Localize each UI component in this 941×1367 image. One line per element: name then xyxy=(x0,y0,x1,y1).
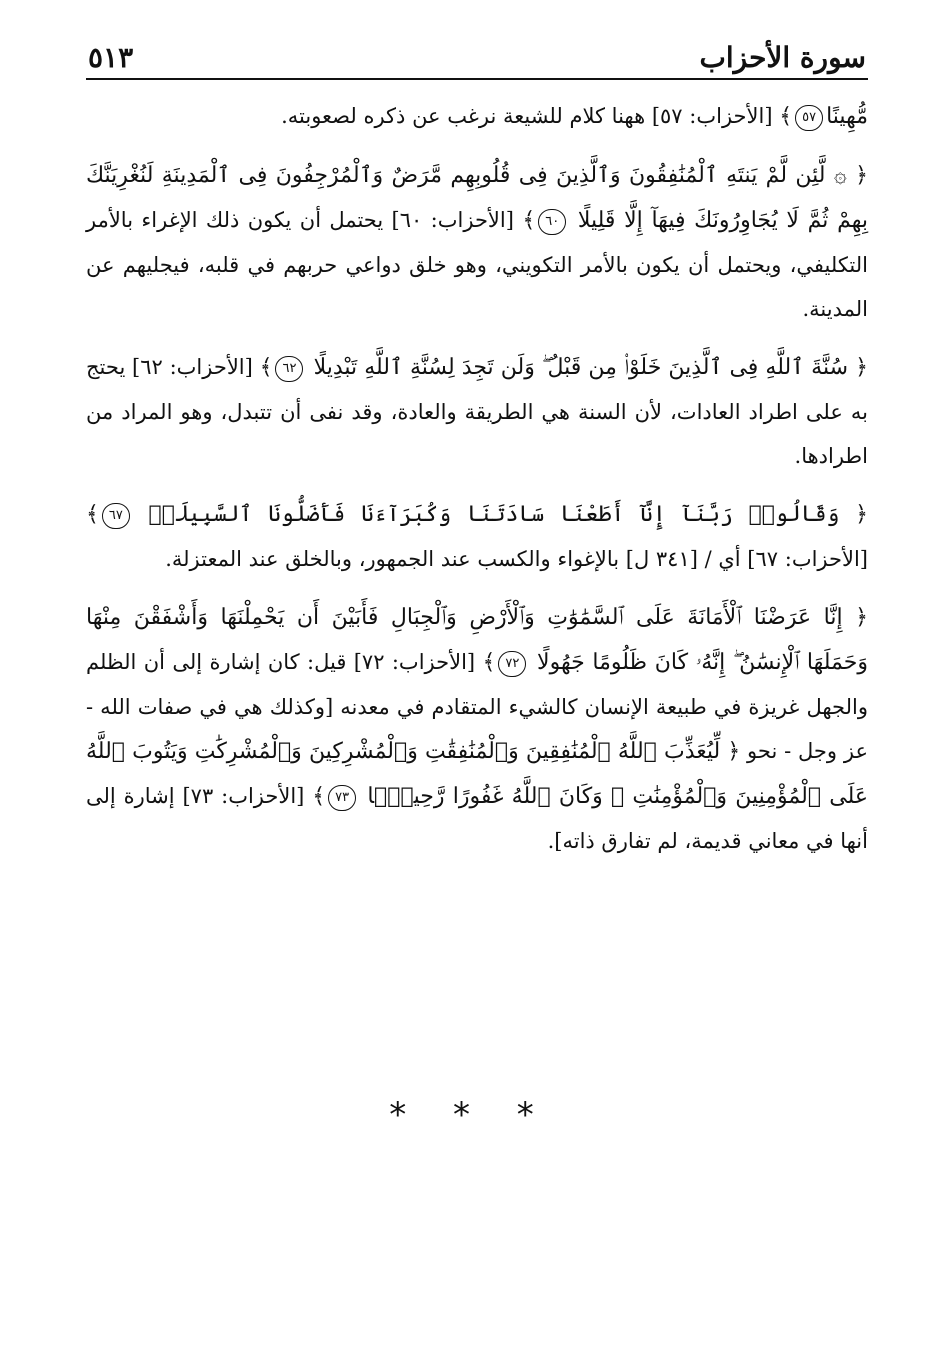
surah-title: سورة الأحزاب xyxy=(699,41,866,74)
ornate-bracket: ﴿ xyxy=(855,163,868,188)
commentary-text: [الأحزاب: ٥٧] ههنا كلام للشيعة نرغب عن ذكره لصعوبته. xyxy=(281,104,780,128)
ayah-number-marker: ٦٢ xyxy=(275,356,303,382)
quran-verse-text: لِّيُعَذِّبَ ٱللَّهُ ٱلْمُنَٰفِقِينَ وَٱلْمُنَٰفِقَٰتِ وَٱلْمُشْرِكِينَ وَٱلْمُشْرِكَٰتِ وَيَتُوبَ ٱللَّهُ عَلَى ٱلْمُؤْمِنِينَ وَٱلْمُؤْمِنَٰتِ ۗ وَكَانَ ٱللَّهُ غَفُورًا رَّحِيمًۢا xyxy=(86,739,868,809)
quran-verse-text: ۞ لَّئِن لَّمْ يَنتَهِ ٱلْمُنَٰفِقُونَ وَٱلَّذِينَ فِى قُلُوبِهِم مَّرَضٌ وَٱلْمُرْجِفُونَ فِى ٱلْمَدِينَةِ لَنُغْرِيَنَّكَ بِهِمْ ثُمَّ لَا يُجَاوِرُونَكَ فِيهَآ إِلَّا قَلِيلًا xyxy=(86,163,869,233)
ornate-bracket: ﴾ xyxy=(522,208,536,233)
ornate-bracket: ﴿ xyxy=(855,605,868,630)
quran-verse-text: مُّهِينًا xyxy=(826,104,868,129)
commentary-text: [الأحزاب: ٦٢] يحتج به على اطراد العادات، لأن السنة هي الطريقة والعادة، وقد نفى أن تتبدل، وهو المراد من اطرادها. xyxy=(86,355,868,468)
ayah-number-marker: ٥٧ xyxy=(795,105,823,131)
commentary-paragraph xyxy=(86,94,868,139)
ayah-number-marker: ٦٧ xyxy=(102,503,130,529)
ornate-bracket: ﴾ xyxy=(482,650,496,675)
ornate-bracket: ﴾ xyxy=(86,502,99,527)
ayah-number-marker: ٦٠ xyxy=(538,209,566,235)
ornate-bracket: ﴿ xyxy=(855,502,868,527)
ornate-bracket: ﴾ xyxy=(779,104,793,129)
page-number: ٥١٣ xyxy=(88,41,134,74)
ornate-bracket: ﴾ xyxy=(259,355,273,380)
ayah-number-marker: ٧٣ xyxy=(328,785,356,811)
commentary-paragraph xyxy=(86,492,868,581)
commentary-paragraph xyxy=(86,595,868,863)
ornate-bracket: ﴿ xyxy=(727,739,741,764)
quran-verse-text: وَقَالُوا۟ رَبَّنَآ إِنَّآ أَطَعْنَا سَادَتَنَا وَكُبَرَآءَنَا فَأَضَلُّونَا ٱلسَّبِيلَا۠ xyxy=(132,502,856,527)
commentary-text: [الأحزاب: ٦٠] يحتمل أن يكون ذلك الإغراء بالأمر التكليفي، ويحتمل أن يكون بالأمر التكويني، وهو خلق دواعي حربهم في قلبه، فيجليهم عن المدينة. xyxy=(86,208,868,321)
ornate-bracket: ﴿ xyxy=(855,355,868,380)
ayah-number-marker: ٧٢ xyxy=(498,651,526,677)
page-body xyxy=(86,94,868,863)
quran-verse-text: إِنَّا عَرَضْنَا ٱلْأَمَانَةَ عَلَى ٱلسَّمَٰوَٰتِ وَٱلْأَرْضِ وَٱلْجِبَالِ فَأَبَيْنَ أَن يَحْمِلْنَهَا وَأَشْفَقْنَ مِنْهَا وَحَمَلَهَا ٱلْإِنسَٰنُ ۖ إِنَّهُۥ كَانَ ظَلُومًا جَهُولًا xyxy=(86,605,868,675)
quran-verse-text: سُنَّةَ ٱللَّهِ فِى ٱلَّذِينَ خَلَوْا۟ مِن قَبْلُ ۖ وَلَن تَجِدَ لِسُنَّةِ ٱللَّهِ تَبْدِيلًا xyxy=(306,355,856,380)
commentary-paragraph xyxy=(86,153,868,331)
commentary-text: [الأحزاب: ٦٧] أي / [٣٤١ ل] بالإغواء والكسب عند الجمهور، وبالخلق عند المعتزلة. xyxy=(165,547,868,571)
section-separator: * * * xyxy=(389,1095,552,1135)
page-header xyxy=(86,30,868,80)
commentary-text: [الأحزاب: ٧٣] إشارة إلى أنها في معاني قديمة، لم تفارق ذاته]. xyxy=(86,784,868,853)
commentary-text: [الأحزاب: ٧٢] قيل: كان إشارة إلى أن الظلم والجهل غريزة في طبيعة الإنسان كالشيء المتقادم في معدنه [وكذلك هي في صفات الله - عز وجل - نحو xyxy=(86,650,868,763)
ornate-bracket: ﴾ xyxy=(312,784,326,809)
book-page xyxy=(86,30,868,877)
commentary-paragraph xyxy=(86,345,868,478)
